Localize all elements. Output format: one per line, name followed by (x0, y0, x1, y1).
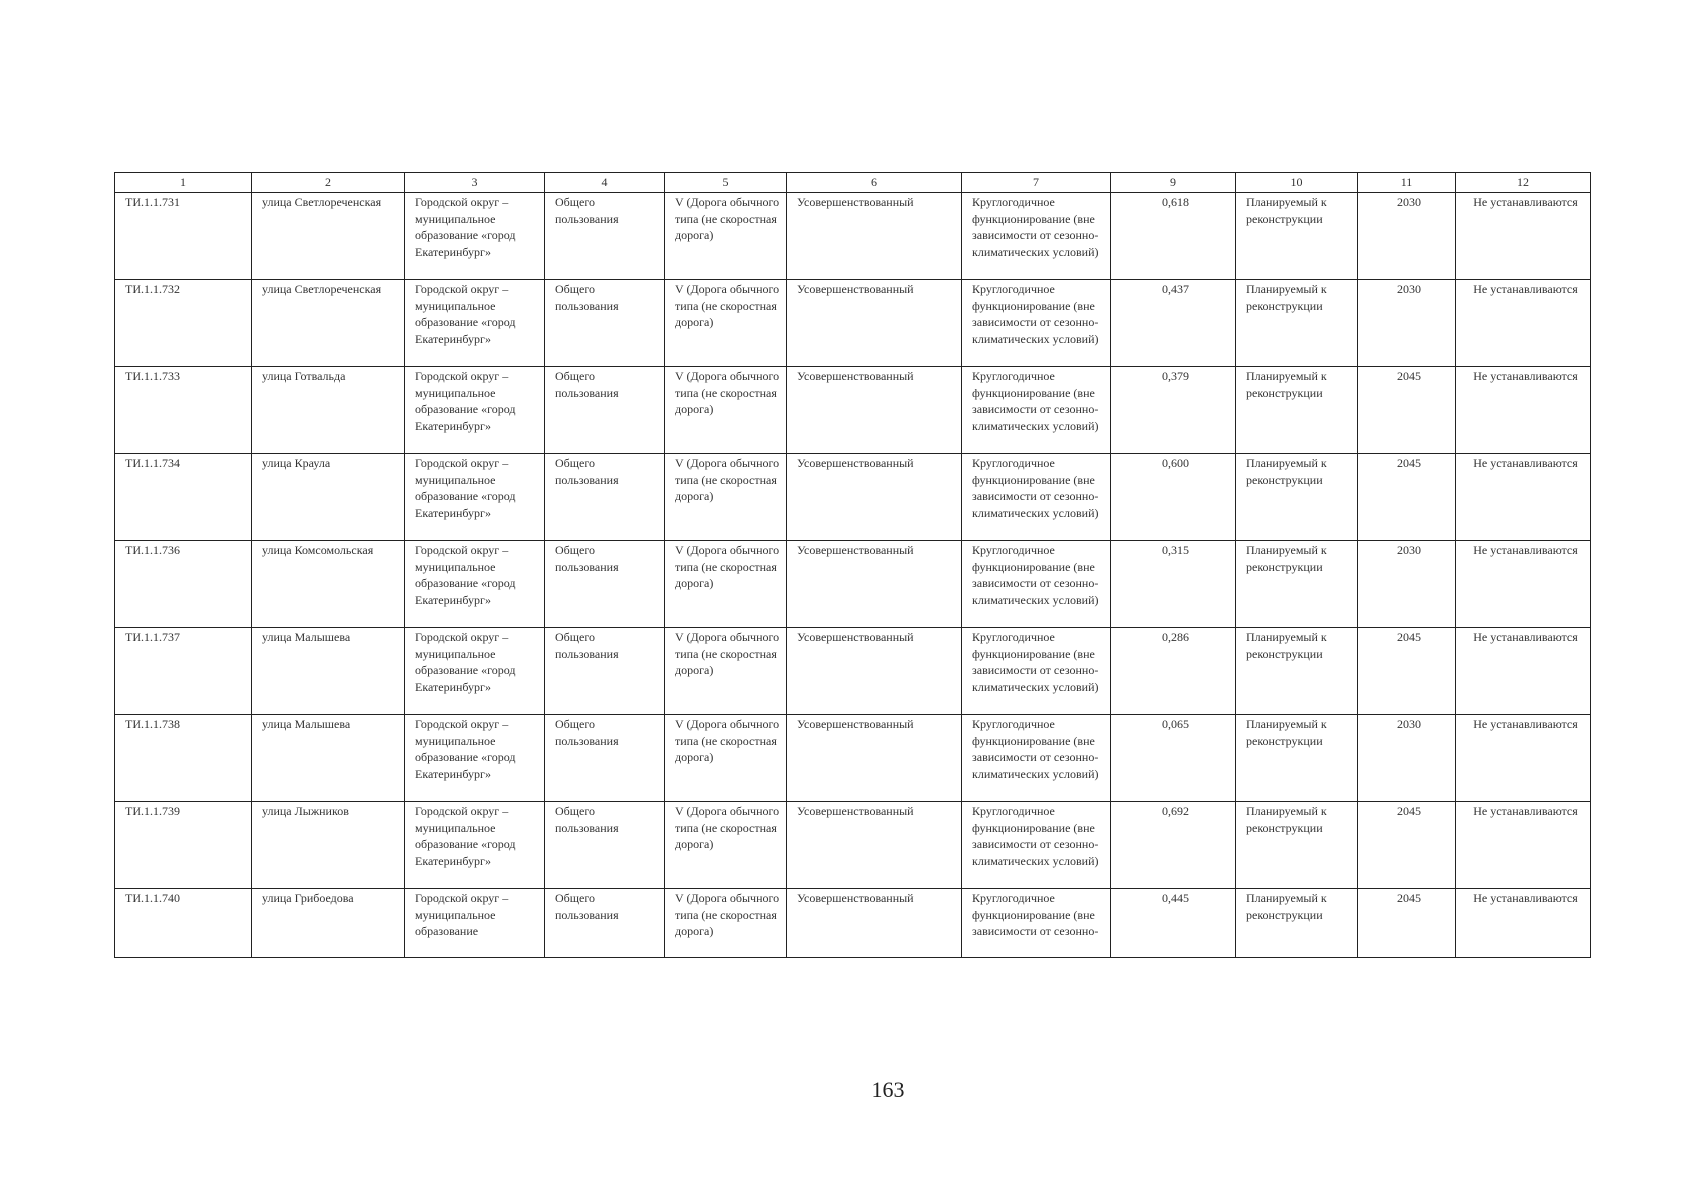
column-header: 1 (115, 173, 252, 193)
operation-mode: Круглогодичное функционирование (вне зависимости от сезонно-климатических условий) (962, 367, 1111, 454)
municipality: Городской округ – муниципальное образование (405, 889, 545, 958)
column-header: 5 (665, 173, 787, 193)
column-header: 6 (787, 173, 962, 193)
column-header: 7 (962, 173, 1111, 193)
road-purpose: Общего пользования (545, 715, 665, 802)
municipality: Городской округ – муниципальное образование «город Екатеринбург» (405, 715, 545, 802)
target-year: 2030 (1358, 193, 1456, 280)
table-row (115, 541, 1591, 628)
target-year: 2030 (1358, 280, 1456, 367)
operation-mode: Круглогодичное функционирование (вне зависимости от сезонно-климатических условий) (962, 280, 1111, 367)
planning-status: Планируемый к реконструкции (1236, 367, 1358, 454)
planning-status: Планируемый к реконструкции (1236, 628, 1358, 715)
road-category: V (Дорога обычного типа (не скоростная дорога) (665, 628, 787, 715)
municipality: Городской округ – муниципальное образование «город Екатеринбург» (405, 628, 545, 715)
table-row (115, 628, 1591, 715)
road-name: улица Светлореченская (252, 280, 405, 367)
page-number: 163 (871, 1077, 905, 1102)
road-purpose: Общего пользования (545, 802, 665, 889)
table-row (115, 193, 1591, 280)
protection-zones: Не устанавливаются (1456, 454, 1591, 541)
road-category: V (Дорога обычного типа (не скоростная дорога) (665, 367, 787, 454)
surface-type: Усовершенствованный (787, 889, 962, 958)
column-header: 2 (252, 173, 405, 193)
target-year: 2045 (1358, 454, 1456, 541)
object-code: ТИ.1.1.737 (115, 628, 252, 715)
road-category: V (Дорога обычного типа (не скоростная дорога) (665, 889, 787, 958)
road-category: V (Дорога обычного типа (не скоростная дорога) (665, 454, 787, 541)
surface-type: Усовершенствованный (787, 454, 962, 541)
road-length: 0,437 (1111, 280, 1236, 367)
road-name: улица Лыжников (252, 802, 405, 889)
municipality: Городской округ – муниципальное образование «город Екатеринбург» (405, 541, 545, 628)
road-purpose: Общего пользования (545, 889, 665, 958)
planning-status: Планируемый к реконструкции (1236, 715, 1358, 802)
road-name: улица Комсомольская (252, 541, 405, 628)
surface-type: Усовершенствованный (787, 367, 962, 454)
operation-mode: Круглогодичное функционирование (вне зависимости от сезонно-климатических условий) (962, 628, 1111, 715)
protection-zones: Не устанавливаются (1456, 628, 1591, 715)
table-row (115, 454, 1591, 541)
operation-mode: Круглогодичное функционирование (вне зависимости от сезонно-климатических условий) (962, 715, 1111, 802)
road-name: улица Краула (252, 454, 405, 541)
target-year: 2045 (1358, 628, 1456, 715)
protection-zones: Не устанавливаются (1456, 193, 1591, 280)
target-year: 2045 (1358, 889, 1456, 958)
planning-status: Планируемый к реконструкции (1236, 193, 1358, 280)
road-name: улица Грибоедова (252, 889, 405, 958)
table-row (115, 280, 1591, 367)
road-purpose: Общего пользования (545, 541, 665, 628)
road-register-table (114, 172, 1591, 958)
planning-status: Планируемый к реконструкции (1236, 802, 1358, 889)
column-header: 10 (1236, 173, 1358, 193)
road-name: улица Готвальда (252, 367, 405, 454)
municipality: Городской округ – муниципальное образование «город Екатеринбург» (405, 802, 545, 889)
road-category: V (Дорога обычного типа (не скоростная дорога) (665, 802, 787, 889)
road-category: V (Дорога обычного типа (не скоростная дорога) (665, 280, 787, 367)
object-code: ТИ.1.1.736 (115, 541, 252, 628)
road-length: 0,065 (1111, 715, 1236, 802)
protection-zones: Не устанавливаются (1456, 889, 1591, 958)
protection-zones: Не устанавливаются (1456, 280, 1591, 367)
road-length: 0,286 (1111, 628, 1236, 715)
object-code: ТИ.1.1.733 (115, 367, 252, 454)
municipality: Городской округ – муниципальное образование «город Екатеринбург» (405, 454, 545, 541)
road-purpose: Общего пользования (545, 367, 665, 454)
object-code: ТИ.1.1.732 (115, 280, 252, 367)
column-header: 4 (545, 173, 665, 193)
column-number-row (115, 173, 1591, 193)
protection-zones: Не устанавливаются (1456, 541, 1591, 628)
protection-zones: Не устанавливаются (1456, 367, 1591, 454)
target-year: 2030 (1358, 541, 1456, 628)
road-category: V (Дорога обычного типа (не скоростная дорога) (665, 715, 787, 802)
road-purpose: Общего пользования (545, 454, 665, 541)
protection-zones: Не устанавливаются (1456, 715, 1591, 802)
road-purpose: Общего пользования (545, 280, 665, 367)
road-name: улица Малышева (252, 715, 405, 802)
table-row (115, 715, 1591, 802)
object-code: ТИ.1.1.738 (115, 715, 252, 802)
road-length: 0,600 (1111, 454, 1236, 541)
operation-mode: Круглогодичное функционирование (вне зависимости от сезонно-климатических условий) (962, 454, 1111, 541)
planning-status: Планируемый к реконструкции (1236, 280, 1358, 367)
operation-mode: Круглогодичное функционирование (вне зависимости от сезонно- (962, 889, 1111, 958)
road-length: 0,379 (1111, 367, 1236, 454)
operation-mode: Круглогодичное функционирование (вне зависимости от сезонно-климатических условий) (962, 541, 1111, 628)
target-year: 2030 (1358, 715, 1456, 802)
surface-type: Усовершенствованный (787, 280, 962, 367)
operation-mode: Круглогодичное функционирование (вне зависимости от сезонно-климатических условий) (962, 193, 1111, 280)
municipality: Городской округ – муниципальное образование «город Екатеринбург» (405, 367, 545, 454)
column-header: 11 (1358, 173, 1456, 193)
object-code: ТИ.1.1.739 (115, 802, 252, 889)
object-code: ТИ.1.1.740 (115, 889, 252, 958)
planning-status: Планируемый к реконструкции (1236, 541, 1358, 628)
table-row (115, 802, 1591, 889)
road-purpose: Общего пользования (545, 193, 665, 280)
road-length: 0,315 (1111, 541, 1236, 628)
municipality: Городской округ – муниципальное образование «город Екатеринбург» (405, 280, 545, 367)
road-length: 0,445 (1111, 889, 1236, 958)
surface-type: Усовершенствованный (787, 193, 962, 280)
road-name: улица Светлореченская (252, 193, 405, 280)
road-length: 0,692 (1111, 802, 1236, 889)
column-header: 9 (1111, 173, 1236, 193)
surface-type: Усовершенствованный (787, 802, 962, 889)
road-length: 0,618 (1111, 193, 1236, 280)
planning-status: Планируемый к реконструкции (1236, 454, 1358, 541)
object-code: ТИ.1.1.731 (115, 193, 252, 280)
column-header: 3 (405, 173, 545, 193)
road-name: улица Малышева (252, 628, 405, 715)
road-category: V (Дорога обычного типа (не скоростная дорога) (665, 193, 787, 280)
planning-status: Планируемый к реконструкции (1236, 889, 1358, 958)
target-year: 2045 (1358, 802, 1456, 889)
object-code: ТИ.1.1.734 (115, 454, 252, 541)
table-row (115, 889, 1591, 958)
target-year: 2045 (1358, 367, 1456, 454)
table-row (115, 367, 1591, 454)
operation-mode: Круглогодичное функционирование (вне зависимости от сезонно-климатических условий) (962, 802, 1111, 889)
column-header: 12 (1456, 173, 1591, 193)
surface-type: Усовершенствованный (787, 715, 962, 802)
surface-type: Усовершенствованный (787, 628, 962, 715)
protection-zones: Не устанавливаются (1456, 802, 1591, 889)
municipality: Городской округ – муниципальное образование «город Екатеринбург» (405, 193, 545, 280)
surface-type: Усовершенствованный (787, 541, 962, 628)
road-category: V (Дорога обычного типа (не скоростная дорога) (665, 541, 787, 628)
road-purpose: Общего пользования (545, 628, 665, 715)
